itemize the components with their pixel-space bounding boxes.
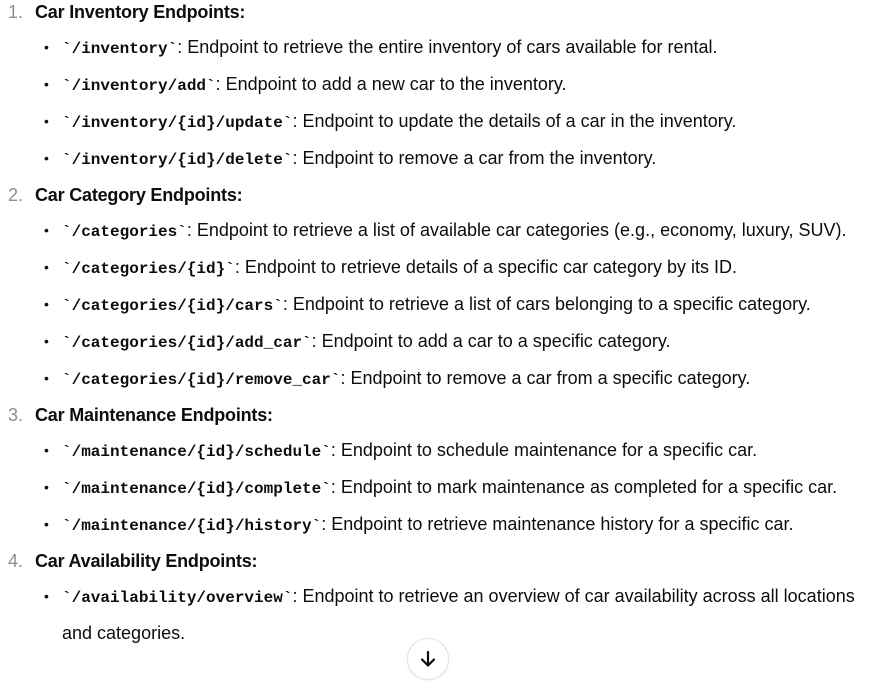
endpoint-path: `/inventory/{id}/delete` xyxy=(62,151,293,169)
scroll-to-bottom-button[interactable] xyxy=(407,638,449,680)
endpoint-description: : Endpoint to retrieve details of a specific car category by its ID. xyxy=(234,257,738,277)
endpoint-path: `/inventory/{id}/update` xyxy=(62,114,293,132)
arrow-down-icon xyxy=(418,649,438,669)
endpoint-description: : Endpoint to remove a car from a specific category. xyxy=(340,368,751,388)
bullet-icon: • xyxy=(44,150,49,166)
section xyxy=(0,178,889,398)
section-heading xyxy=(0,398,889,433)
endpoint-description: : Endpoint to mark maintenance as completed for a specific car. xyxy=(330,477,838,497)
endpoint-path: `/maintenance/{id}/complete` xyxy=(62,480,331,498)
endpoint-description: : Endpoint to update the details of a car in the inventory. xyxy=(292,111,737,131)
bullet-icon: • xyxy=(44,113,49,129)
bullet-icon: • xyxy=(44,296,49,312)
bullet-icon: • xyxy=(44,442,49,458)
bullet-icon: • xyxy=(44,479,49,495)
bullet-icon: • xyxy=(44,516,49,532)
endpoint-path: `/availability/overview` xyxy=(62,589,293,607)
section-heading xyxy=(0,544,889,579)
list-item xyxy=(44,213,889,250)
section-number: 2. xyxy=(8,185,24,205)
section-number: 1. xyxy=(8,2,24,22)
endpoint-path: `/categories/{id}/cars` xyxy=(62,297,283,315)
endpoint-bullets xyxy=(0,30,889,178)
endpoint-description: : Endpoint to retrieve a list of cars belonging to a specific category. xyxy=(282,294,811,314)
list-item xyxy=(44,30,889,67)
section-title: Car Availability Endpoints: xyxy=(35,551,258,571)
endpoint-bullets xyxy=(0,213,889,398)
list-item xyxy=(44,287,889,324)
list-item xyxy=(44,104,889,141)
list-item xyxy=(44,579,889,651)
endpoint-description: : Endpoint to schedule maintenance for a specific car. xyxy=(330,440,758,460)
bullet-icon: • xyxy=(44,588,49,604)
endpoint-description: : Endpoint to add a car to a specific category. xyxy=(311,331,671,351)
bullet-icon: • xyxy=(44,259,49,275)
list-item xyxy=(44,67,889,104)
section-title: Car Inventory Endpoints: xyxy=(35,2,246,22)
endpoint-description: : Endpoint to retrieve a list of available car categories (e.g., economy, luxury, SUV). xyxy=(186,220,847,240)
endpoint-description: : Endpoint to retrieve the entire inventory of cars available for rental. xyxy=(177,37,718,57)
endpoint-path: `/categories/{id}` xyxy=(62,260,235,278)
endpoint-description: : Endpoint to retrieve an overview of car availability across all locations and categories. xyxy=(62,586,855,643)
section-title: Car Maintenance Endpoints: xyxy=(35,405,273,425)
endpoint-description: : Endpoint to retrieve maintenance history for a specific car. xyxy=(321,514,794,534)
endpoint-bullets xyxy=(0,433,889,544)
endpoint-description: : Endpoint to remove a car from the inventory. xyxy=(292,148,657,168)
endpoint-path: `/categories` xyxy=(62,223,187,241)
endpoint-path: `/inventory/add` xyxy=(62,77,216,95)
list-item xyxy=(44,507,889,544)
section-number: 3. xyxy=(8,405,24,425)
bullet-icon: • xyxy=(44,76,49,92)
endpoint-path: `/maintenance/{id}/history` xyxy=(62,517,322,535)
list-item xyxy=(44,433,889,470)
bullet-icon: • xyxy=(44,39,49,55)
endpoint-path: `/categories/{id}/add_car` xyxy=(62,334,312,352)
list-item xyxy=(44,470,889,507)
endpoint-bullets xyxy=(0,579,889,651)
section-number: 4. xyxy=(8,551,24,571)
list-item xyxy=(44,324,889,361)
endpoint-path: `/maintenance/{id}/schedule` xyxy=(62,443,331,461)
section xyxy=(0,544,889,651)
list-item xyxy=(44,141,889,178)
endpoint-path: `/categories/{id}/remove_car` xyxy=(62,371,341,389)
section-heading xyxy=(0,178,889,213)
section-heading xyxy=(0,0,889,30)
list-item xyxy=(44,361,889,398)
section xyxy=(0,398,889,544)
bullet-icon: • xyxy=(44,333,49,349)
section-title: Car Category Endpoints: xyxy=(35,185,243,205)
endpoint-path: `/inventory` xyxy=(62,40,178,58)
bullet-icon: • xyxy=(44,222,49,238)
list-item xyxy=(44,250,889,287)
endpoint-description: : Endpoint to add a new car to the inventory. xyxy=(215,74,567,94)
section xyxy=(0,0,889,178)
bullet-icon: • xyxy=(44,370,49,386)
